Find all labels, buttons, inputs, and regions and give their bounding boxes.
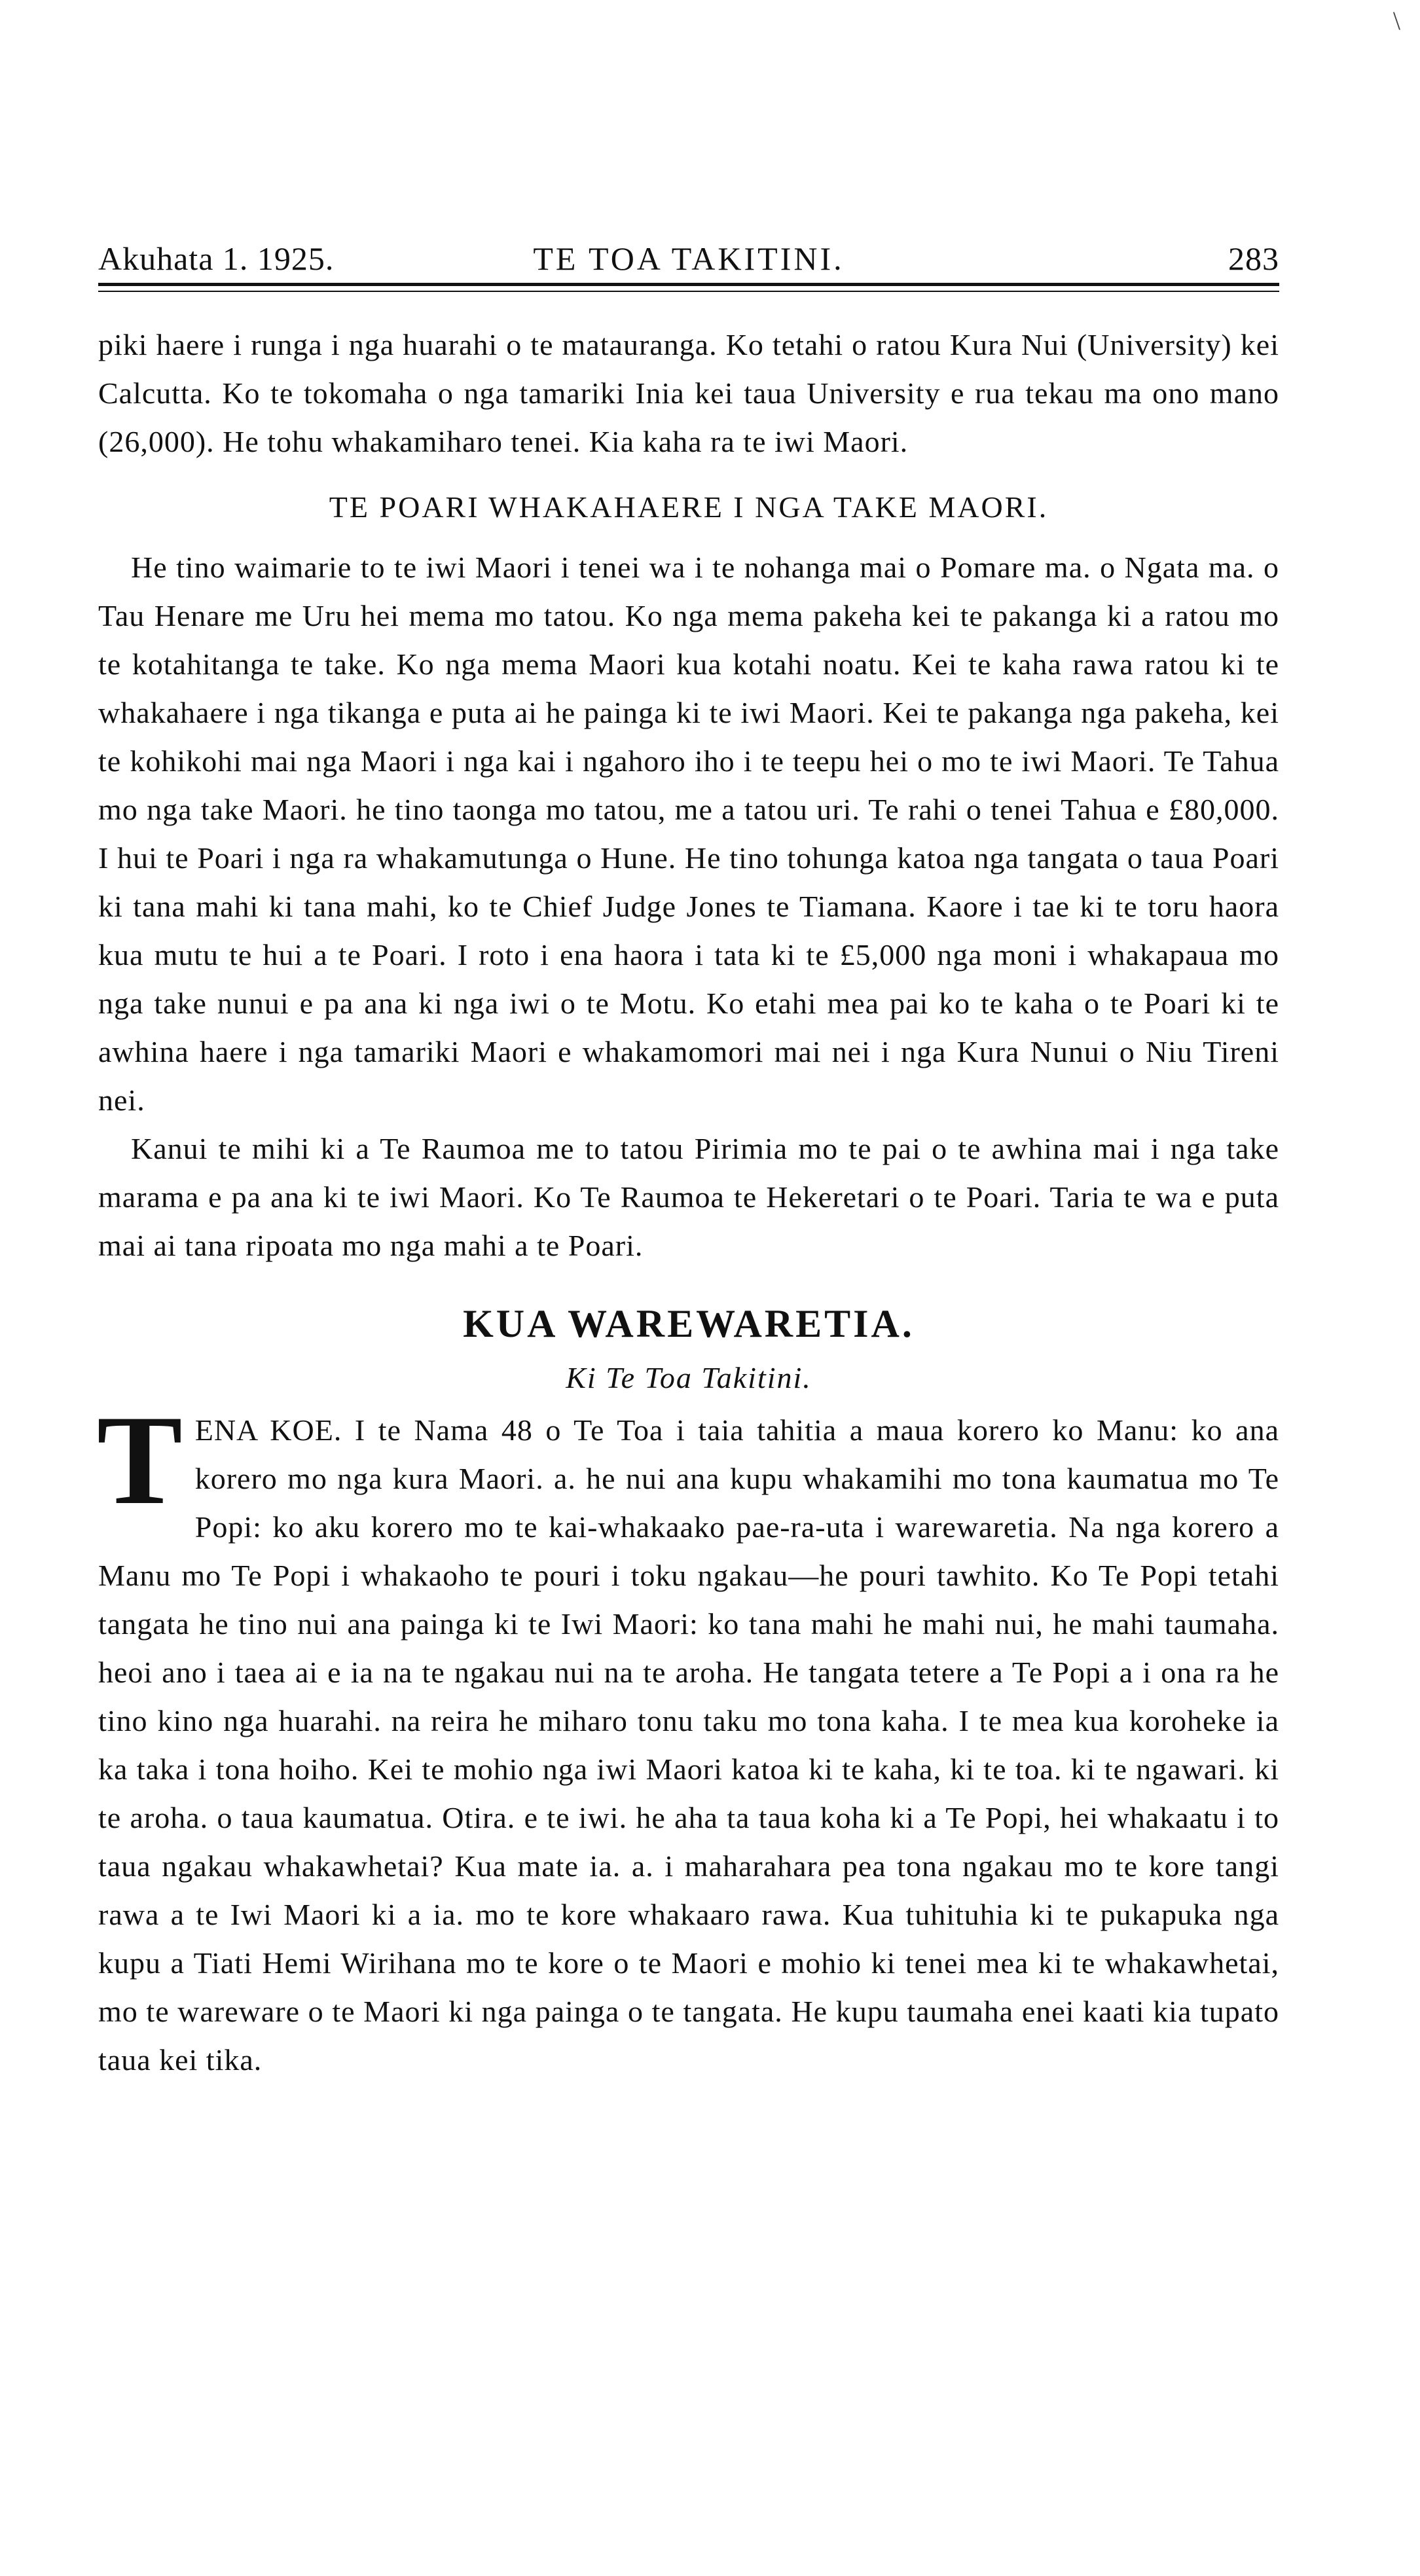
header-publication-title: TE TOA TAKITINI. <box>533 240 845 277</box>
article-paragraph <box>97 1389 1279 2084</box>
section-paragraph: He tino waimarie to te iwi Maori i tenei wa i te nohanga mai o Pomare ma. o Ngata ma. o Tau Henare me Uru hei mema mo tatou. Ko nga mema pakeha kei te pakanga ki a ratou mo te kotahitanga te take. Ko nga mema Maori kua kotahi noatu. Kei te kaha rawa ratou ki te whakahaere i nga tikanga e puta ai he painga ki te iwi Maori. Kei te pakanga nga pakeha, kei te kohikohi mai nga Maori i nga kai i ngahoro iho i te teepu hei o mo te iwi Maori. Te Tahua mo nga take Maori. he tino taonga mo tatou, me a tatou uri. Te rahi o tenei Tahua e £80,000. I hui te Poari i nga ra whakamutunga o Hune. He tino tohunga katoa nga tangata o taua Poari ki tana mahi ki tana mahi, ko te Chief Judge Jones te Tiamana. Kaore i tae ki te toru haora kua mutu te hui a te Poari. I roto i ena haora i tata ki te £5,000 nga moni i whakapaua mo nga take nunui e pa ana ki nga iwi o te Motu. Ko etahi mea pai ko te kaha o te Poari ki te awhina haere i nga tamariki Maori e whakamomori mai nei i nga Kura Nunui o Niu Tireni nei. <box>98 551 1279 1117</box>
drop-cap: T <box>97 1389 183 1531</box>
article-body-text: ENA KOE. I te Nama 48 o Te Toa i taia tahitia a maua korero ko Manu: ko ana korero mo nga kura Maori. a. he nui ana kupu whakamihi mo tona kaumatua mo Te Popi: ko aku korero mo te kai-whakaako pae-ra-uta i warewaretia. Na nga korero a Manu mo Te Popi i whakaoho te pouri i toku ngakau—he pouri tawhito. Ko Te Popi tetahi tangata he tino nui ana painga ki te Iwi Maori: ko tana mahi he mahi nui, he mahi taumaha. heoi ano i taea ai e ia na te ngakau nui na te aroha. He tangata tetere a Te Popi a i ona ra he tino kino nga huarahi. na reira he miharo tonu taku mo tona kaha. I te mea kua koroheke ia ka taka i tona hoiho. Kei te mohio nga iwi Maori katoa ki te kaha, ki te toa. ki te ngawari. ki te aroha. o taua kaumatua. Otira. e te iwi. he aha ta taua koha ki a Te Popi, hei whakaatu i to taua ngakau whakawhetai? Kua mate ia. a. i maharahara pea tona ngakau mo te kore tangi rawa a te Iwi Maori ki a ia. mo te kore whakaaro rawa. Kua tuhituhia ki te pukapuka nga kupu a Tiati Hemi Wirihana mo te kore o te Maori e mohio ki tenei mea ki te whakawhetai, mo te wareware o te Maori ki nga painga o te tangata. He kupu taumaha enei kaati kia tupato taua kei tika. <box>98 1413 1279 2077</box>
page <box>98 236 1279 2084</box>
section-heading: TE POARI WHAKAHAERE I NGA TAKE MAORI. <box>329 490 1049 524</box>
header-date: Akuhata 1. 1925. <box>98 240 335 277</box>
header-page-number: 283 <box>1228 240 1279 277</box>
continued-paragraph: piki haere i runga i nga huarahi o te matauranga. Ko tetahi o ratou Kura Nui (University) kei Calcutta. Ko te tokomaha o nga tamariki Inia kei taua University e rua tekau ma ono mano (26,000). He tohu whakamiharo tenei. Kia kaha ra te iwi Maori. <box>98 328 1279 458</box>
header-rule-thin <box>98 291 1279 292</box>
section-paragraph: Kanui te mihi ki a Te Raumoa me to tatou Pirimia mo te pai o te awhina mai i nga take marama e pa ana ki te iwi Maori. Ko Te Raumoa te Hekeretari o te Poari. Taria te wa e puta mai ai tana ripoata mo nga mahi a te Poari. <box>98 1132 1279 1262</box>
body-text <box>98 321 1279 2084</box>
running-head <box>98 236 1279 281</box>
header-rule-thick <box>98 283 1279 286</box>
corner-mark: \ <box>1393 6 1400 35</box>
article-byline: Ki Te Toa Takitini. <box>566 1361 812 1394</box>
article-title: KUA WAREWARETIA. <box>463 1302 915 1345</box>
